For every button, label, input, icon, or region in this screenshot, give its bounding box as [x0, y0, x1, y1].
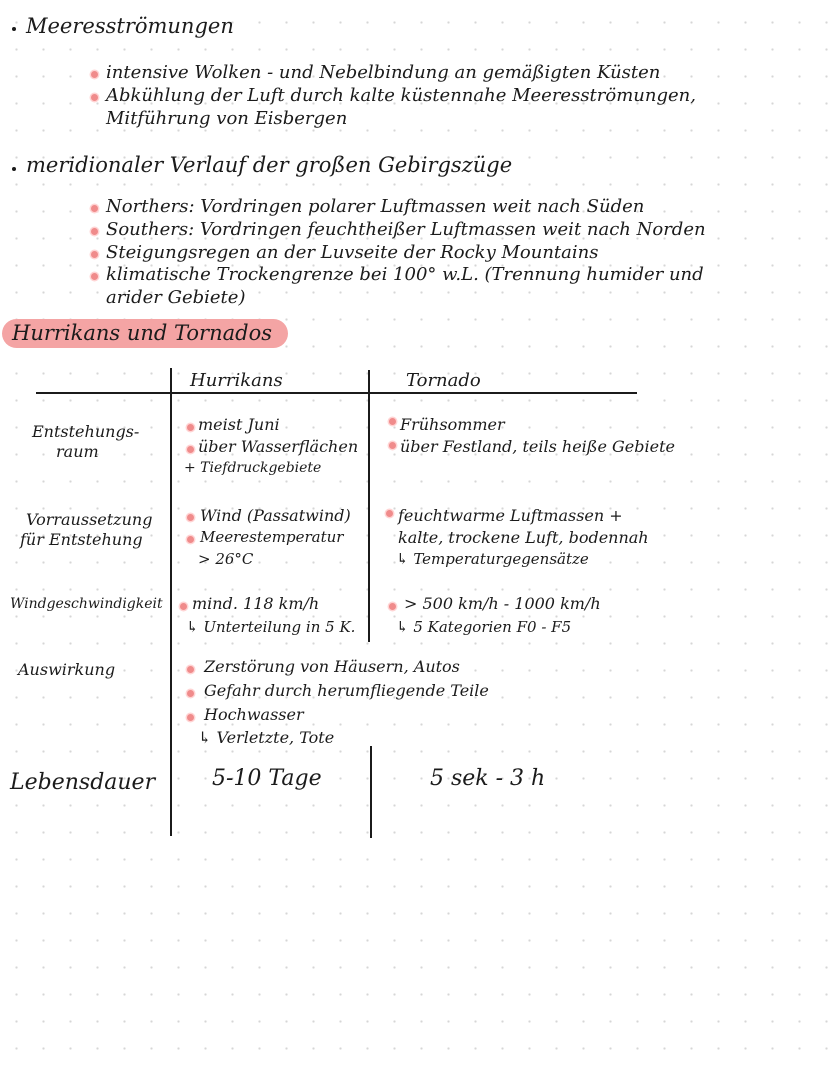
- hurrikan-cell: > 26°C: [198, 550, 254, 568]
- bullet-marker: [187, 536, 194, 543]
- hurrikan-cell: Zerstörung von Häusern, Autos: [204, 657, 460, 676]
- tornado-cell: ↳ 5 Kategorien F0 - F5: [396, 618, 572, 636]
- tornado-cell: über Festland, teils heiße Gebiete: [400, 437, 675, 456]
- bullet-marker: [386, 510, 393, 517]
- bullet-marker: [389, 603, 396, 610]
- table-header-rule: [36, 392, 637, 394]
- table-column-divider: [368, 370, 370, 642]
- bullet-marker: [187, 690, 194, 697]
- bullet-text: Northers: Vordringen polarer Luftmassen weit nach Süden: [106, 196, 645, 217]
- tornado-cell: ↳ Temperaturgegensätze: [396, 550, 589, 568]
- bullet-marker: [91, 205, 98, 212]
- hurrikan-cell: Wind (Passatwind): [200, 506, 351, 525]
- hurrikan-cell: + Tiefdruckgebiete: [184, 460, 322, 476]
- bullet-marker: [180, 603, 187, 610]
- hurrikan-cell: Gefahr durch herumfliegende Teile: [204, 681, 489, 700]
- tornado-cell: > 500 km/h - 1000 km/h: [404, 594, 601, 613]
- bullet-marker: [91, 94, 98, 101]
- column-header-tornado: Tornado: [406, 370, 481, 391]
- hurrikan-cell: ↳ Verletzte, Tote: [198, 728, 335, 747]
- section-heading-hurrikans-tornados: Hurrikans und Tornados: [12, 321, 272, 345]
- row-label: Lebensdauer: [10, 770, 156, 795]
- bullet-marker: [389, 442, 396, 449]
- bullet-marker: [91, 228, 98, 235]
- hurrikan-cell: meist Juni: [198, 415, 280, 434]
- bullet-marker: [91, 251, 98, 258]
- bullet-marker: [187, 714, 194, 721]
- hurrikan-cell: über Wasserflächen: [198, 437, 359, 456]
- row-label: Windgeschwindigkeit: [10, 596, 163, 612]
- bullet-text: Southers: Vordringen feuchtheißer Luftmassen weit nach Norden: [106, 219, 706, 240]
- hurrikan-cell: 5-10 Tage: [212, 766, 322, 791]
- tornado-cell: kalte, trockene Luft, bodennah: [398, 528, 649, 547]
- bullet-text: intensive Wolken - und Nebelbindung an gemäßigten Küsten: [106, 62, 661, 83]
- row-label: Entstehungs-: [32, 422, 140, 441]
- column-header-hurrikans: Hurrikans: [190, 370, 283, 391]
- bullet-marker: [187, 446, 194, 453]
- hurrikan-cell: Meerestemperatur: [200, 528, 344, 546]
- row-label: Vorraussetzung: [26, 510, 153, 529]
- tornado-cell: feuchtwarme Luftmassen +: [398, 506, 623, 525]
- bullet-text: Steigungsregen an der Luvseite der Rocky Mountains: [106, 242, 599, 263]
- section-heading-gebirgszuege: meridionaler Verlauf der großen Gebirgszüge: [26, 153, 513, 177]
- bullet-marker: [187, 514, 194, 521]
- bullet-text: Abkühlung der Luft durch kalte küstennahe Meeresströmungen,: [106, 85, 696, 106]
- bullet-marker: [91, 273, 98, 280]
- bullet-marker: [187, 666, 194, 673]
- hurrikan-cell: Hochwasser: [204, 705, 304, 724]
- bullet-text: klimatische Trockengrenze bei 100° w.L. (Trennung humider und: [106, 264, 704, 285]
- section-marker: [12, 167, 16, 171]
- bullet-marker: [187, 424, 194, 431]
- tornado-cell: 5 sek - 3 h: [430, 766, 546, 791]
- hurrikan-cell: mind. 118 km/h: [192, 594, 320, 613]
- row-label: raum: [56, 442, 99, 461]
- bullet-text-continued: Mitführung von Eisbergen: [106, 108, 348, 129]
- row-label: für Entstehung: [20, 530, 143, 549]
- hurrikan-cell: ↳ Unterteilung in 5 K.: [186, 618, 356, 636]
- section-marker: [12, 27, 16, 31]
- bullet-marker: [91, 71, 98, 78]
- section-heading-meeresstroemungen: Meeresströmungen: [26, 14, 234, 38]
- table-column-divider: [370, 746, 372, 838]
- tornado-cell: Frühsommer: [400, 415, 505, 434]
- bullet-marker: [389, 418, 396, 425]
- row-label: Auswirkung: [18, 660, 116, 679]
- bullet-text-continued: arider Gebiete): [106, 287, 246, 308]
- table-column-divider: [170, 368, 172, 836]
